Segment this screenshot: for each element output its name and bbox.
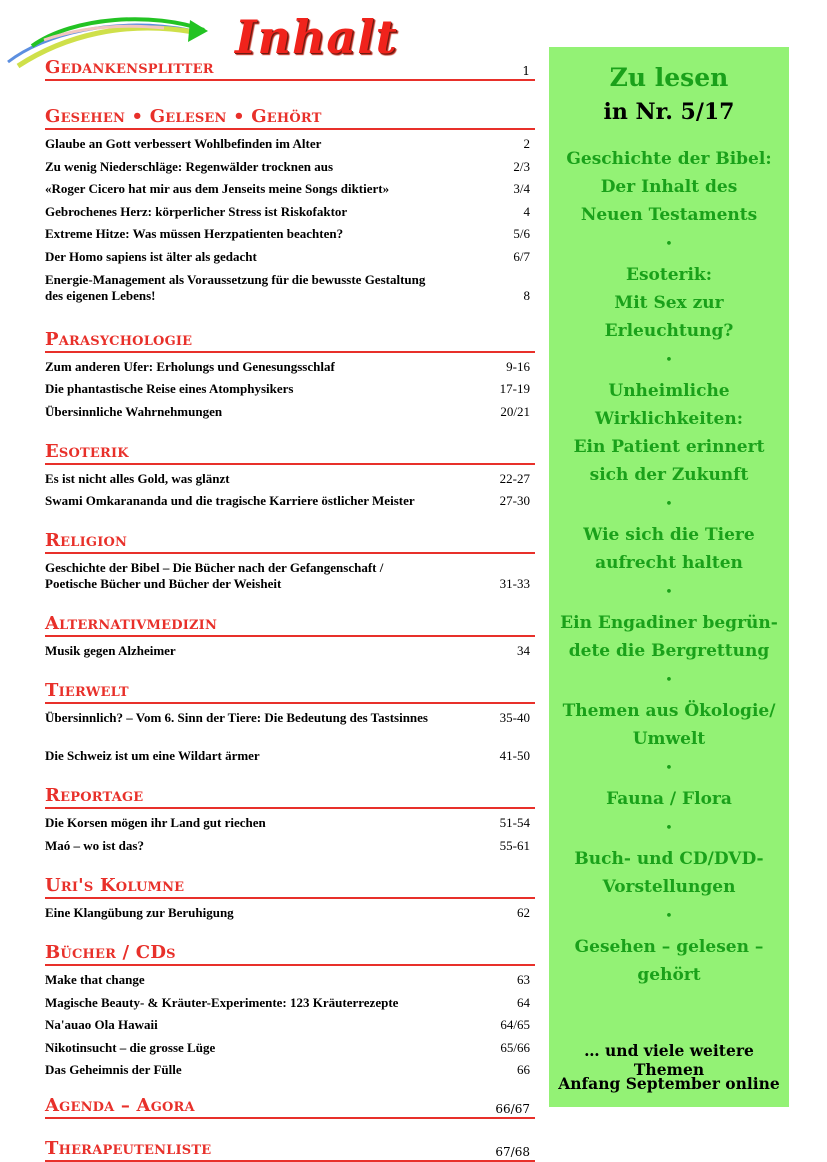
- entry-title: Geschichte der Bibel – Die Bücher nach der Gefangenschaft / Poetische Bücher und Bücher der Weisheit: [45, 560, 384, 592]
- entry-page: 63: [517, 971, 530, 987]
- section-header: [45, 681, 535, 704]
- section-title: Esoterik: [45, 440, 129, 462]
- section-entries: [45, 560, 535, 592]
- bullet-dot-icon: •: [665, 497, 673, 512]
- entry-title: Zu wenig Niederschläge: Regenwälder trocknen aus: [45, 158, 334, 174]
- entry-page: 3/4: [513, 181, 530, 197]
- entry-title: Make that change: [45, 971, 145, 987]
- entry-title: Die Korsen mögen ihr Land gut riechen: [45, 815, 266, 831]
- section-page: 1: [522, 64, 530, 78]
- toc-section: [45, 1139, 535, 1162]
- sidebar-topic-list: [549, 145, 789, 989]
- entry-page: 8: [523, 287, 530, 303]
- toc-entry[interactable]: [45, 381, 535, 397]
- entry-title: Die Schweiz ist um eine Wildart ärmer: [45, 748, 260, 764]
- bullet-dot-icon: •: [665, 673, 673, 688]
- section-header: [45, 58, 535, 81]
- toc-entry[interactable]: [45, 972, 535, 988]
- sidebar-footer-more: … und viele weitere Themen: [584, 1041, 754, 1079]
- entry-title: Musik gegen Alzheimer: [45, 643, 176, 659]
- section-header: [45, 614, 535, 637]
- toc-section: [45, 876, 535, 921]
- sidebar-issue: in Nr. 5/17: [603, 99, 735, 125]
- entry-title: Das Geheimnis der Fülle: [45, 1062, 182, 1078]
- sidebar-topic: Buch- und CD/DVD- Vorstellungen: [574, 849, 764, 897]
- bullet-dot-icon: •: [665, 237, 673, 252]
- toc-section: [45, 681, 535, 764]
- section-entries: [45, 905, 535, 921]
- section-page: 67/68: [495, 1145, 530, 1160]
- section-title: Reportage: [45, 785, 144, 807]
- toc-entry[interactable]: [45, 643, 535, 659]
- toc-section: [45, 58, 535, 81]
- entry-title: Magische Beauty- & Kräuter-Experimente: 123 Kräuterrezepte: [45, 994, 399, 1010]
- entry-title: Swami Omkarananda und die tragische Karriere östlicher Meister: [45, 493, 415, 509]
- section-title: Gedankensplitter: [45, 57, 214, 78]
- toc-section: [45, 531, 535, 592]
- toc-entry[interactable]: [45, 249, 535, 265]
- bullet-dot-icon: •: [665, 585, 673, 600]
- entry-page: 55-61: [499, 837, 530, 853]
- entry-page: 65/66: [500, 1039, 530, 1055]
- entry-page: 51-54: [499, 815, 530, 831]
- entry-title: Eine Klangübung zur Beruhigung: [45, 904, 234, 920]
- entry-page: 41-50: [499, 748, 530, 764]
- entry-page: 62: [517, 904, 530, 920]
- section-header: [45, 442, 535, 465]
- section-title: Gesehen • Gelesen • Gehört: [45, 106, 322, 127]
- section-title: Parasychologie: [45, 328, 193, 350]
- entry-page: 2: [523, 136, 530, 151]
- sidebar-topic: Esoterik: Mit Sex zur Erleuchtung?: [604, 265, 734, 341]
- entry-title: Na'auao Ola Hawaii: [45, 1017, 158, 1033]
- toc-entry[interactable]: [45, 493, 535, 509]
- section-header: [45, 1096, 535, 1119]
- entry-page: 4: [523, 203, 530, 219]
- section-entries: [45, 359, 535, 420]
- sidebar-topic: Gesehen – gelesen – gehört: [574, 937, 764, 985]
- entry-title: Die phantastische Reise eines Atomphysikers: [45, 381, 294, 397]
- toc-section: [45, 1096, 535, 1119]
- section-header: [45, 330, 535, 353]
- entry-page: 66: [517, 1062, 530, 1078]
- toc-section: [45, 786, 535, 854]
- toc-entry[interactable]: [45, 471, 535, 487]
- entry-page: 20/21: [500, 403, 530, 419]
- toc-section: [45, 442, 535, 510]
- entry-title: Glaube an Gott verbessert Wohlbefinden im Alter: [45, 136, 322, 151]
- bullet-dot-icon: •: [665, 821, 673, 836]
- page-title: Inhalt: [235, 10, 398, 64]
- entry-page: 64/65: [500, 1017, 530, 1033]
- section-page: 66/67: [495, 1102, 530, 1117]
- entry-page: 17-19: [499, 381, 530, 397]
- entry-page: 27-30: [499, 493, 530, 509]
- entry-title: Energie-Management als Voraussetzung für die bewusste Gestaltung des eigenen Lebens!: [45, 271, 426, 303]
- toc-entry[interactable]: [45, 404, 535, 420]
- toc-entry[interactable]: [45, 272, 535, 304]
- entry-page: 5/6: [513, 226, 530, 242]
- entry-title: Maó – wo ist das?: [45, 837, 144, 853]
- section-entries: [45, 972, 535, 1078]
- bullet-dot-icon: •: [665, 909, 673, 924]
- toc-entry[interactable]: [45, 905, 535, 921]
- section-title: Bücher / CDs: [45, 941, 176, 963]
- entry-title: Übersinnliche Wahrnehmungen: [45, 403, 223, 419]
- toc-entry[interactable]: [45, 136, 535, 152]
- toc-section: [45, 107, 535, 304]
- entry-title: «Roger Cicero hat mir aus dem Jenseits meine Songs diktiert»: [45, 181, 390, 197]
- sidebar-teaser: [549, 47, 789, 1107]
- section-header: [45, 943, 535, 966]
- section-header: [45, 876, 535, 899]
- entry-title: Zum anderen Ufer: Erholungs und Genesungsschlaf: [45, 358, 335, 374]
- toc-entry[interactable]: [45, 1040, 535, 1056]
- toc-entry[interactable]: [45, 226, 535, 242]
- section-entries: [45, 815, 535, 854]
- toc-entry[interactable]: [45, 181, 535, 197]
- section-title: Uri's Kolumne: [45, 874, 185, 896]
- entry-title: Der Homo sapiens ist älter als gedacht: [45, 248, 257, 264]
- section-title: Agenda – Agora: [45, 1095, 195, 1117]
- sidebar-topic: Unheimliche Wirklichkeiten: Ein Patient erinnert sich der Zukunft: [573, 381, 765, 485]
- toc-entry[interactable]: [45, 359, 535, 375]
- toc-entry[interactable]: [45, 1017, 535, 1033]
- section-header: [45, 786, 535, 809]
- toc-entry[interactable]: [45, 710, 535, 726]
- toc-entry[interactable]: [45, 838, 535, 854]
- bullet-dot-icon: •: [665, 761, 673, 776]
- sidebar-topic: Themen aus Ökologie/ Umwelt: [562, 701, 776, 749]
- section-entries: [45, 471, 535, 510]
- sidebar-topic: Fauna / Flora: [606, 789, 732, 809]
- toc-entry[interactable]: [45, 995, 535, 1011]
- section-header: [45, 531, 535, 554]
- entry-page: 2/3: [513, 158, 530, 174]
- toc-section: [45, 330, 535, 420]
- section-entries: [45, 136, 535, 304]
- toc-entry[interactable]: [45, 1062, 535, 1078]
- toc-entry[interactable]: [45, 748, 535, 764]
- table-of-contents: [45, 58, 535, 1162]
- section-header: [45, 1139, 535, 1162]
- entry-page: 64: [517, 994, 530, 1010]
- section-title: Therapeutenliste: [45, 1138, 212, 1160]
- toc-entry[interactable]: [45, 560, 535, 592]
- section-header: [45, 107, 535, 130]
- section-title: Alternativmedizin: [45, 613, 218, 635]
- section-title: Religion: [45, 530, 128, 552]
- entry-page: 34: [517, 643, 530, 659]
- sidebar-topic: Ein Engadiner begrün- dete die Bergrettung: [560, 613, 778, 661]
- entry-page: 35-40: [499, 710, 530, 726]
- toc-entry[interactable]: [45, 159, 535, 175]
- entry-title: Extreme Hitze: Was müssen Herzpatienten beachten?: [45, 226, 344, 242]
- entry-page: 9-16: [506, 358, 530, 374]
- toc-entry[interactable]: [45, 815, 535, 831]
- bullet-dot-icon: •: [665, 353, 673, 368]
- section-entries: [45, 643, 535, 659]
- entry-page: 6/7: [513, 248, 530, 264]
- sidebar-topic: Geschichte der Bibel: Der Inhalt des Neuen Testaments: [566, 149, 772, 225]
- sidebar-heading: Zu lesen: [609, 63, 729, 92]
- sidebar-topic: Wie sich die Tiere aufrecht halten: [583, 525, 755, 573]
- section-entries: [45, 710, 535, 764]
- entry-title: Gebrochenes Herz: körperlicher Stress ist Riskofaktor: [45, 203, 348, 219]
- toc-section: [45, 614, 535, 659]
- toc-entry[interactable]: [45, 204, 535, 220]
- entry-page: 31-33: [499, 576, 530, 592]
- sidebar-footer-online: Anfang September online: [558, 1074, 780, 1093]
- entry-title: Nikotinsucht – die grosse Lüge: [45, 1039, 216, 1055]
- entry-page: 22-27: [499, 470, 530, 486]
- entry-title: Übersinnlich? – Vom 6. Sinn der Tiere: Die Bedeutung des Tastsinnes: [45, 710, 428, 726]
- section-title: Tierwelt: [45, 680, 129, 702]
- toc-section: [45, 943, 535, 1078]
- entry-title: Es ist nicht alles Gold, was glänzt: [45, 470, 230, 486]
